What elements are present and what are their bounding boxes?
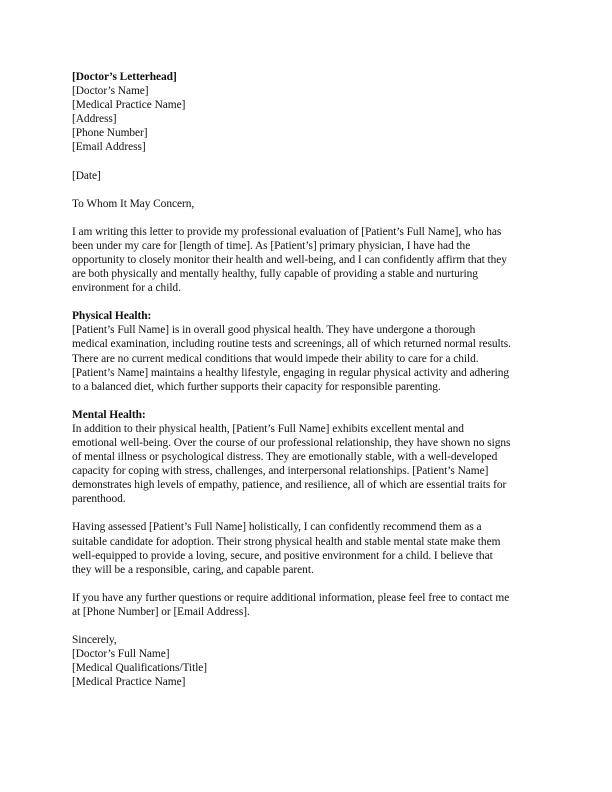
- letterhead-block: [72, 70, 546, 155]
- signatory-qualifications: [Medical Qualifications/Title]: [72, 662, 208, 675]
- phone-number: [Phone Number]: [72, 127, 148, 140]
- intro-line: opportunity to closely monitor their health and well-being, and I can confidently affirm that they: [72, 253, 507, 266]
- address: [Address]: [72, 113, 117, 126]
- intro-line: been under my care for [length of time]. As [Patient’s] primary physician, I have had the: [72, 239, 471, 252]
- intro-line: environment for a child.: [72, 282, 181, 295]
- mental-health-line: demonstrates high levels of empathy, patience, and resilience, all of which are essential traits for: [72, 479, 507, 492]
- email-address: [Email Address]: [72, 141, 146, 154]
- letter-document: [72, 70, 546, 689]
- contact-paragraph: [72, 591, 546, 619]
- contact-line: at [Phone Number] or [Email Address].: [72, 605, 250, 618]
- physical-health-line: medical examination, including routine tests and screenings, all of which returned normal results.: [72, 338, 511, 351]
- mental-health-line: of mental illness or psychological distress. They are emotionally stable, with a well-developed: [72, 451, 498, 464]
- letter-date: [Date]: [72, 169, 101, 182]
- mental-health-line: parenthood.: [72, 493, 126, 506]
- salutation: To Whom It May Concern,: [72, 197, 195, 210]
- letterhead-heading: [Doctor’s Letterhead]: [72, 71, 177, 83]
- doctor-name: [Doctor’s Name]: [72, 85, 149, 98]
- physical-health-line: [Patient’s Full Name] is in overall good physical health. They have undergone a thorough: [72, 324, 476, 337]
- recommendation-line: well-equipped to provide a loving, secure, and positive environment for a child. I believe that: [72, 549, 493, 562]
- signatory-full-name: [Doctor’s Full Name]: [72, 648, 170, 661]
- mental-health-line: In addition to their physical health, [Patient’s Full Name] exhibits excellent mental and: [72, 422, 464, 435]
- recommendation-line: Having assessed [Patient’s Full Name] holistically, I can confidently recommend them as a: [72, 521, 482, 534]
- mental-health-section: [72, 408, 546, 507]
- physical-health-line: to a balanced diet, which further supports their capacity for responsible parenting.: [72, 380, 441, 393]
- contact-line: If you have any further questions or require additional information, please feel free to contact me: [72, 591, 510, 604]
- physical-health-line: There are no current medical conditions that would impede their ability to care for a child.: [72, 352, 479, 365]
- intro-line: are both physically and mentally healthy, fully capable of providing a stable and nurturing: [72, 268, 478, 281]
- intro-line: I am writing this letter to provide my professional evaluation of [Patient’s Full Name], who has: [72, 225, 502, 238]
- recommendation-paragraph: [72, 520, 546, 576]
- signature-block: [72, 633, 546, 689]
- mental-health-heading: Mental Health:: [72, 408, 146, 421]
- physical-health-line: [Patient’s Name] maintains a healthy lifestyle, engaging in regular physical activity and adhering: [72, 366, 509, 379]
- mental-health-line: emotional well-being. Over the course of our professional relationship, they have shown no signs: [72, 436, 511, 449]
- practice-name: [Medical Practice Name]: [72, 99, 186, 112]
- recommendation-line: suitable candidate for adoption. Their strong physical health and stable mental state make them: [72, 535, 501, 548]
- intro-paragraph: [72, 225, 546, 295]
- recommendation-line: they will be a responsible, caring, and capable parent.: [72, 563, 314, 576]
- physical-health-section: [72, 309, 546, 394]
- physical-health-heading: Physical Health:: [72, 310, 152, 323]
- signatory-practice: [Medical Practice Name]: [72, 676, 186, 689]
- mental-health-line: capacity for coping with stress, challenges, and interpersonal relationships. [Patient’s Name]: [72, 465, 489, 478]
- valediction: Sincerely,: [72, 634, 117, 646]
